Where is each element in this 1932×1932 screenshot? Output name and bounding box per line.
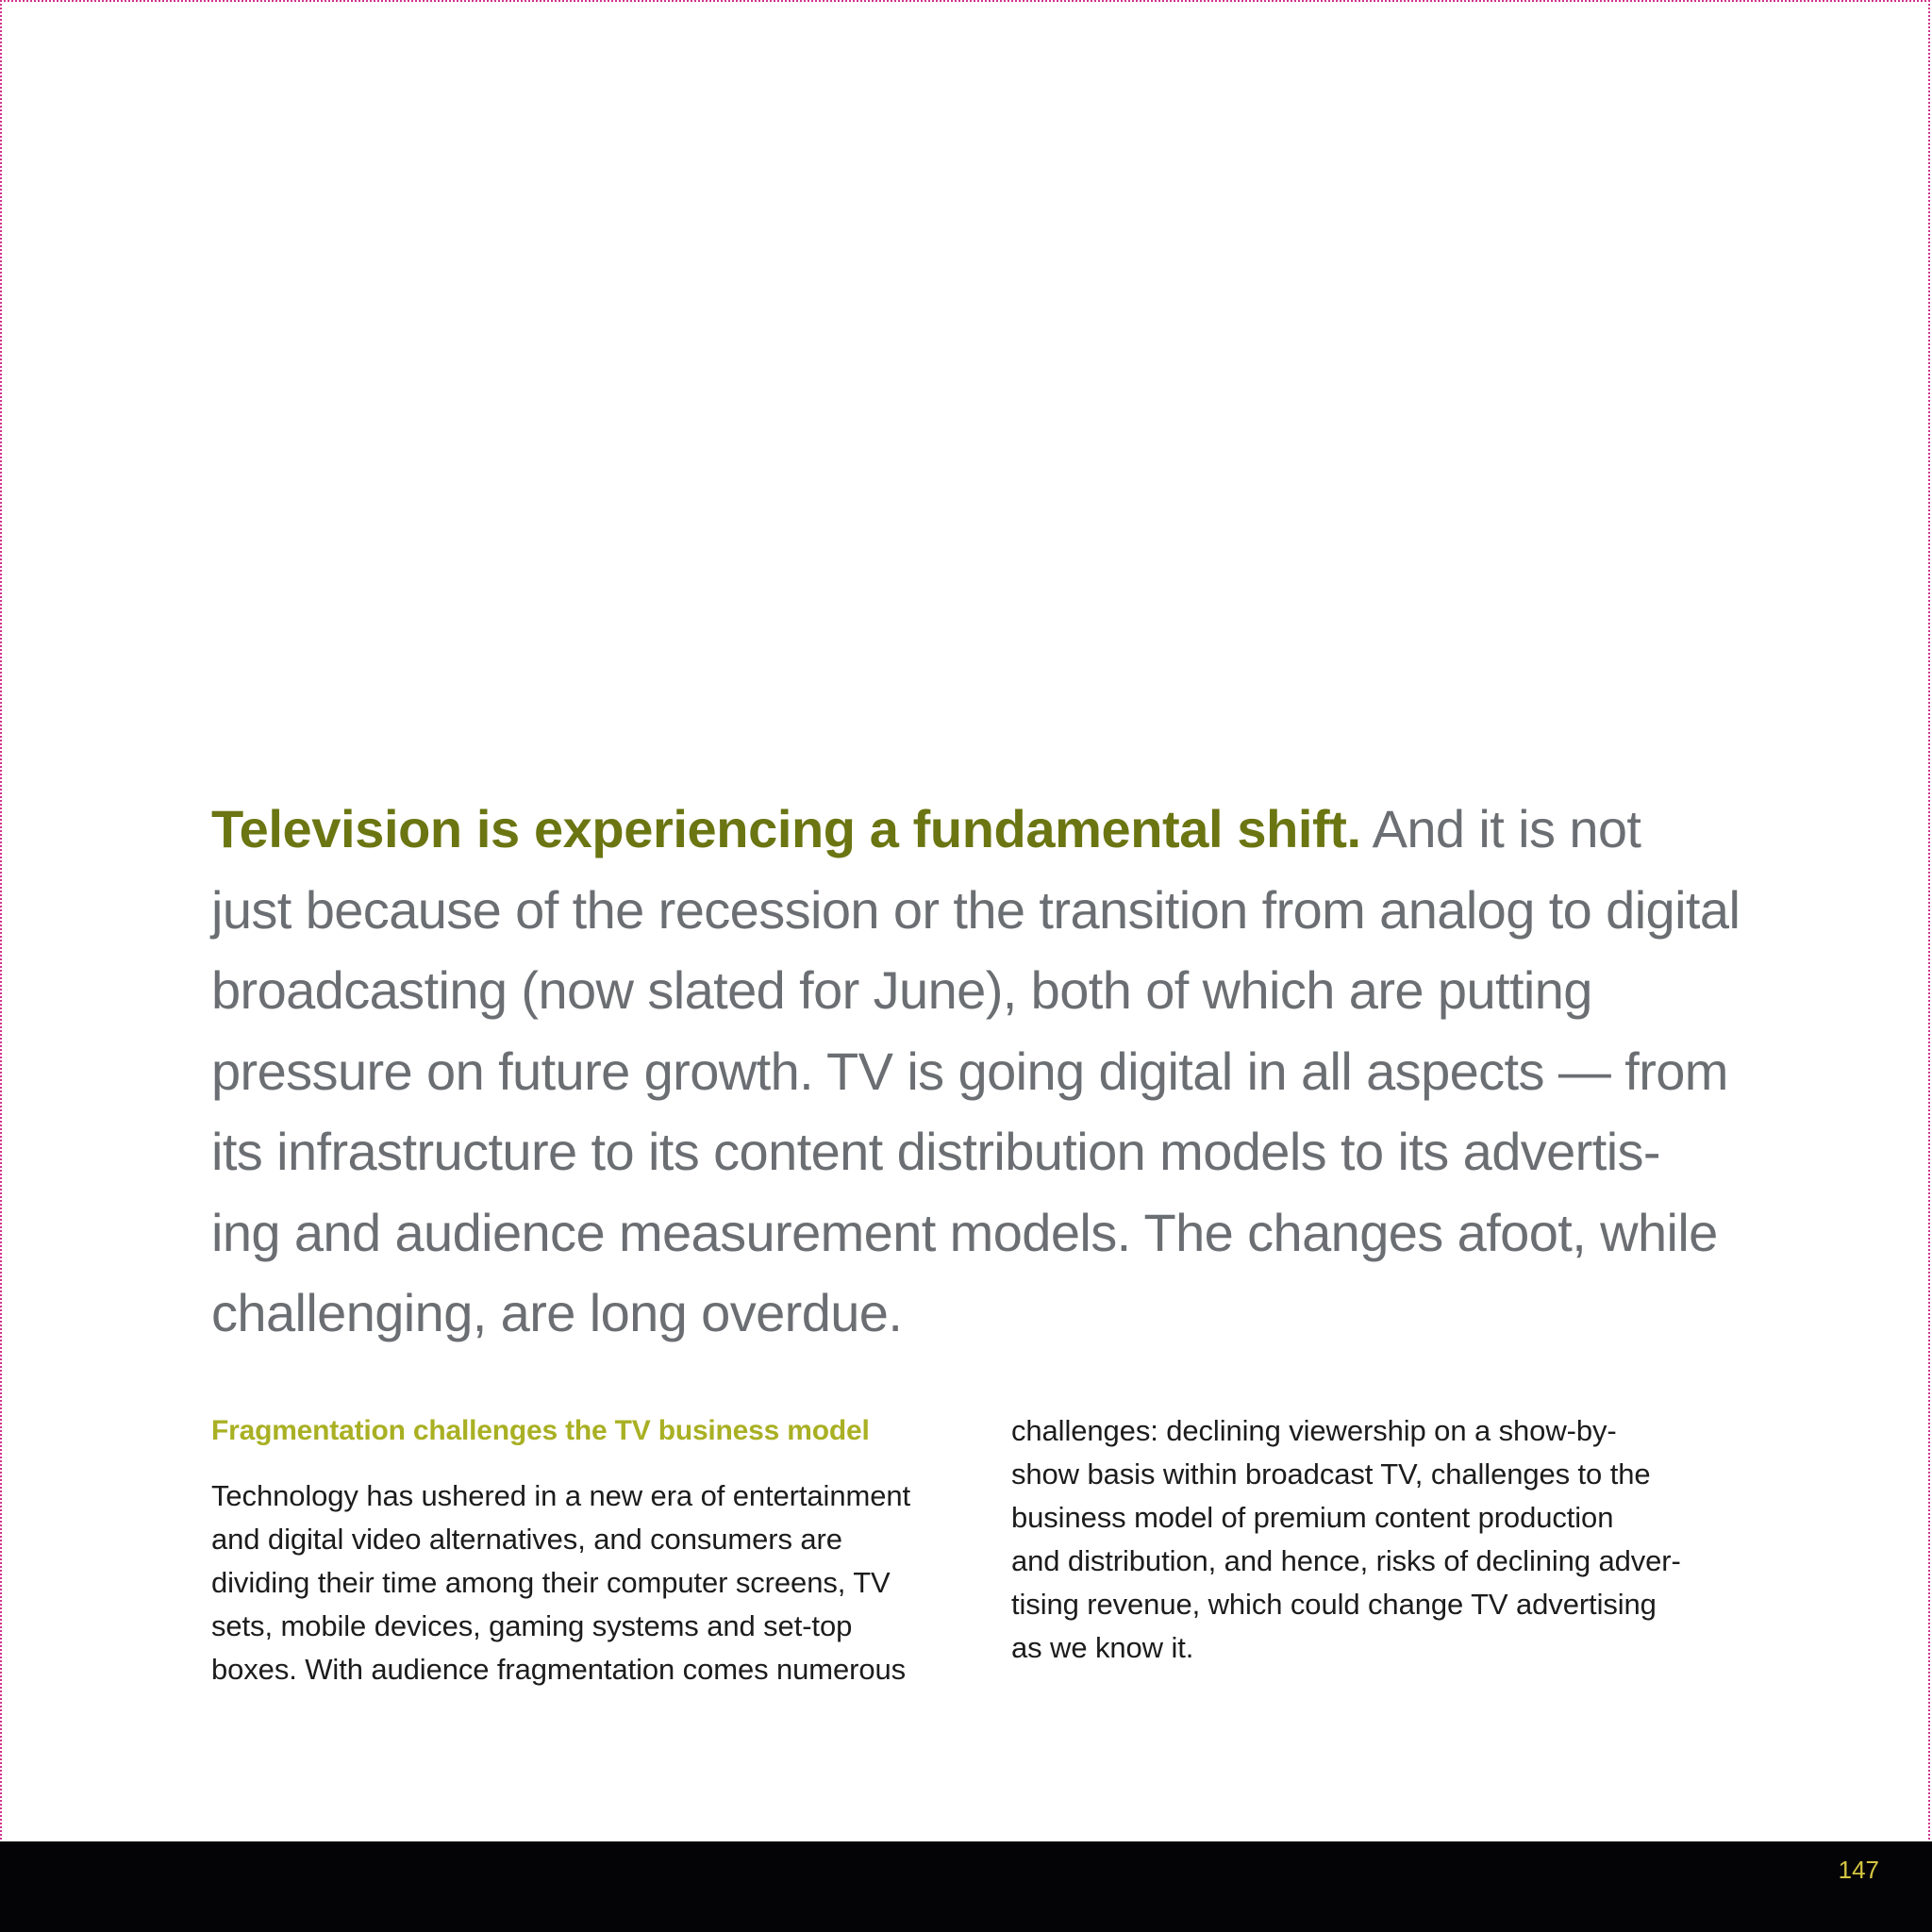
body-column-right: [1011, 1409, 1766, 1670]
body-column-left: [211, 1409, 966, 1691]
intro-paragraph: [211, 789, 1777, 1354]
intro-lead: Television is experiencing a fundamental shift.: [211, 799, 1361, 858]
body-text-left: Technology has ushered in a new era of entertainment and digital video alternatives, and consumers are dividing their time among their computer screens, TV sets, mobile devices, gaming systems and set-top boxes. With audience fragmentation comes numerous: [211, 1479, 910, 1686]
section-heading: Fragmentation challenges the TV business model: [211, 1415, 870, 1446]
body-text-right: challenges: declining viewership on a show-by- show basis within broadcast TV, challenges to the business model of premium content production and distribution, and hence, risks of declining adver- tising revenue, which could change TV advertising as we know it.: [1011, 1414, 1681, 1664]
page-number: 147: [1838, 1856, 1879, 1884]
footer-bar: [0, 1841, 1932, 1932]
intro-text: And it is not just because of the recession or the transition from analog to digital broadcasting (now slated for June), both of which are putting pressure on future growth. TV is going digital in all aspects — from its infrastructure to its content distribution models to its advertis- ing and audience measurement models. The changes afoot, while challenging, are long overdue.: [211, 799, 1740, 1342]
